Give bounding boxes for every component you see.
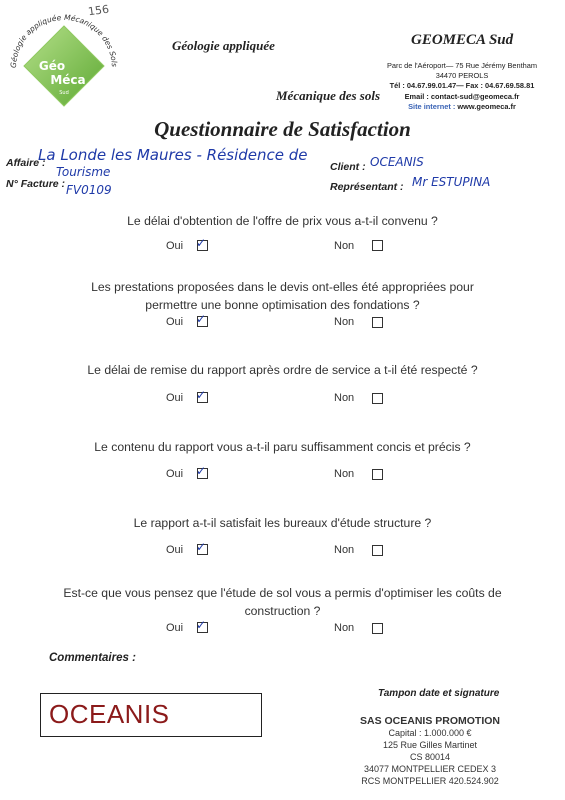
oui-label-1: Oui (166, 240, 184, 252)
website-line (372, 102, 552, 112)
website-link[interactable]: www.geomeca.fr (457, 101, 516, 111)
stamp-street: 125 Rue Gilles Martinet (382, 740, 478, 750)
comments-label: Commentaires : (49, 652, 136, 664)
oui-checkbox-3[interactable] (196, 388, 208, 403)
non-checkbox-1[interactable] (372, 240, 383, 251)
question-6-line-2: construction ? (244, 604, 321, 618)
non-label-1: Non (334, 240, 355, 252)
non-checkbox-6[interactable] (372, 623, 383, 634)
email-line: Email : contact-sud@geomeca.fr (404, 91, 520, 101)
oui-checkbox-4[interactable] (196, 464, 208, 479)
geomeca-logo (4, 8, 124, 118)
check-mark-icon: ✓ (196, 464, 207, 478)
affaire-value-2: Tourisme (56, 165, 111, 179)
non-checkbox-4[interactable] (372, 469, 383, 480)
address-line-2: 34470 PEROLS (435, 71, 489, 81)
check-mark-icon: ✓ (196, 618, 207, 632)
non-label-2: Non (334, 316, 355, 328)
page-title: Questionnaire de Satisfaction (154, 117, 411, 141)
stamp-capital: Capital : 1.000.000 € (388, 728, 472, 738)
address-line-1: Parc de l'Aéroport— 75 Rue Jérémy Bentham (386, 61, 538, 70)
check-mark-icon: ✓ (196, 540, 207, 554)
check-mark-icon: ✓ (196, 236, 207, 250)
logo-line1: Géo (38, 59, 66, 73)
oui-checkbox-2[interactable] (196, 312, 208, 327)
oui-label-6: Oui (166, 622, 184, 634)
oui-checkbox-5[interactable] (196, 540, 208, 555)
non-checkbox-3[interactable] (372, 393, 383, 404)
stamp-company: SAS OCEANIS PROMOTION (359, 715, 500, 727)
stamp-rcs: RCS MONTPELLIER 420.524.902 (361, 776, 499, 786)
oceanis-stamp-name: OCEANIS (49, 699, 170, 729)
non-label-3: Non (334, 392, 355, 404)
oui-label-5: Oui (166, 544, 184, 556)
header-company: GEOMECA Sud (411, 32, 514, 48)
logo-sub: Sud (59, 90, 69, 96)
non-label-6: Non (334, 622, 355, 634)
logo-line2: Méca (50, 73, 86, 87)
website-label: Site internet : (408, 101, 456, 111)
client-value: OCEANIS (370, 155, 424, 169)
non-label-4: Non (334, 468, 355, 480)
question-2-line-1: Les prestations proposées dans le devis ont-elles été appropriées pour (91, 280, 474, 294)
tampon-label: Tampon date et signature (378, 688, 500, 699)
oui-label-3: Oui (166, 392, 184, 404)
oui-label-2: Oui (166, 316, 184, 328)
header-geologie: Géologie appliquée (172, 38, 275, 53)
oui-label-4: Oui (166, 468, 184, 480)
question-4: Le contenu du rapport vous a-t-il paru suffisamment concis et précis ? (94, 440, 471, 454)
stamp-cs: CS 80014 (409, 752, 451, 762)
logo-ring-right: Mécanique des Sols (63, 12, 120, 68)
affaire-value: La Londe les Maures - Résidence de (38, 146, 308, 164)
stamp-city: 34077 MONTPELLIER CEDEX 3 (363, 764, 497, 774)
non-label-5: Non (334, 544, 355, 556)
phone-line: Tél : 04.67.99.01.47— Fax : 04.67.69.58.81 (389, 81, 535, 91)
check-mark-icon: ✓ (196, 388, 207, 402)
question-5: Le rapport a-t-il satisfait les bureaux d'étude structure ? (133, 516, 432, 530)
question-2-line-2: permettre une bonne optimisation des fondations ? (145, 298, 420, 312)
question-6-line-1: Est-ce que vous pensez que l'étude de sol vous a permis d'optimiser les coûts de (63, 586, 502, 600)
question-1: Le délai d'obtention de l'offre de prix vous a-t-il convenu ? (127, 214, 438, 228)
header-mecanique: Mécanique des sols (276, 88, 380, 103)
representant-label: Représentant : (330, 181, 404, 193)
question-6 (40, 584, 525, 620)
facture-value: FV0109 (66, 183, 112, 197)
client-label: Client : (330, 161, 366, 173)
affaire-label: Affaire : (6, 157, 46, 169)
representant-value: Mr ESTUPINA (412, 175, 491, 189)
logo-ring-top: Géologie appliquée (8, 13, 62, 69)
question-2 (40, 278, 525, 314)
facture-label: N° Facture : (6, 178, 66, 190)
non-checkbox-2[interactable] (372, 317, 383, 328)
oui-checkbox-1[interactable] (196, 236, 208, 251)
header-contact (372, 61, 552, 112)
check-mark-icon: ✓ (196, 312, 207, 326)
page-annotation: 156 (87, 2, 110, 19)
question-3: Le délai de remise du rapport après ordre de service a t-il été respecté ? (87, 363, 478, 377)
company-stamp (330, 715, 530, 787)
oui-checkbox-6[interactable] (196, 618, 208, 633)
non-checkbox-5[interactable] (372, 545, 383, 556)
